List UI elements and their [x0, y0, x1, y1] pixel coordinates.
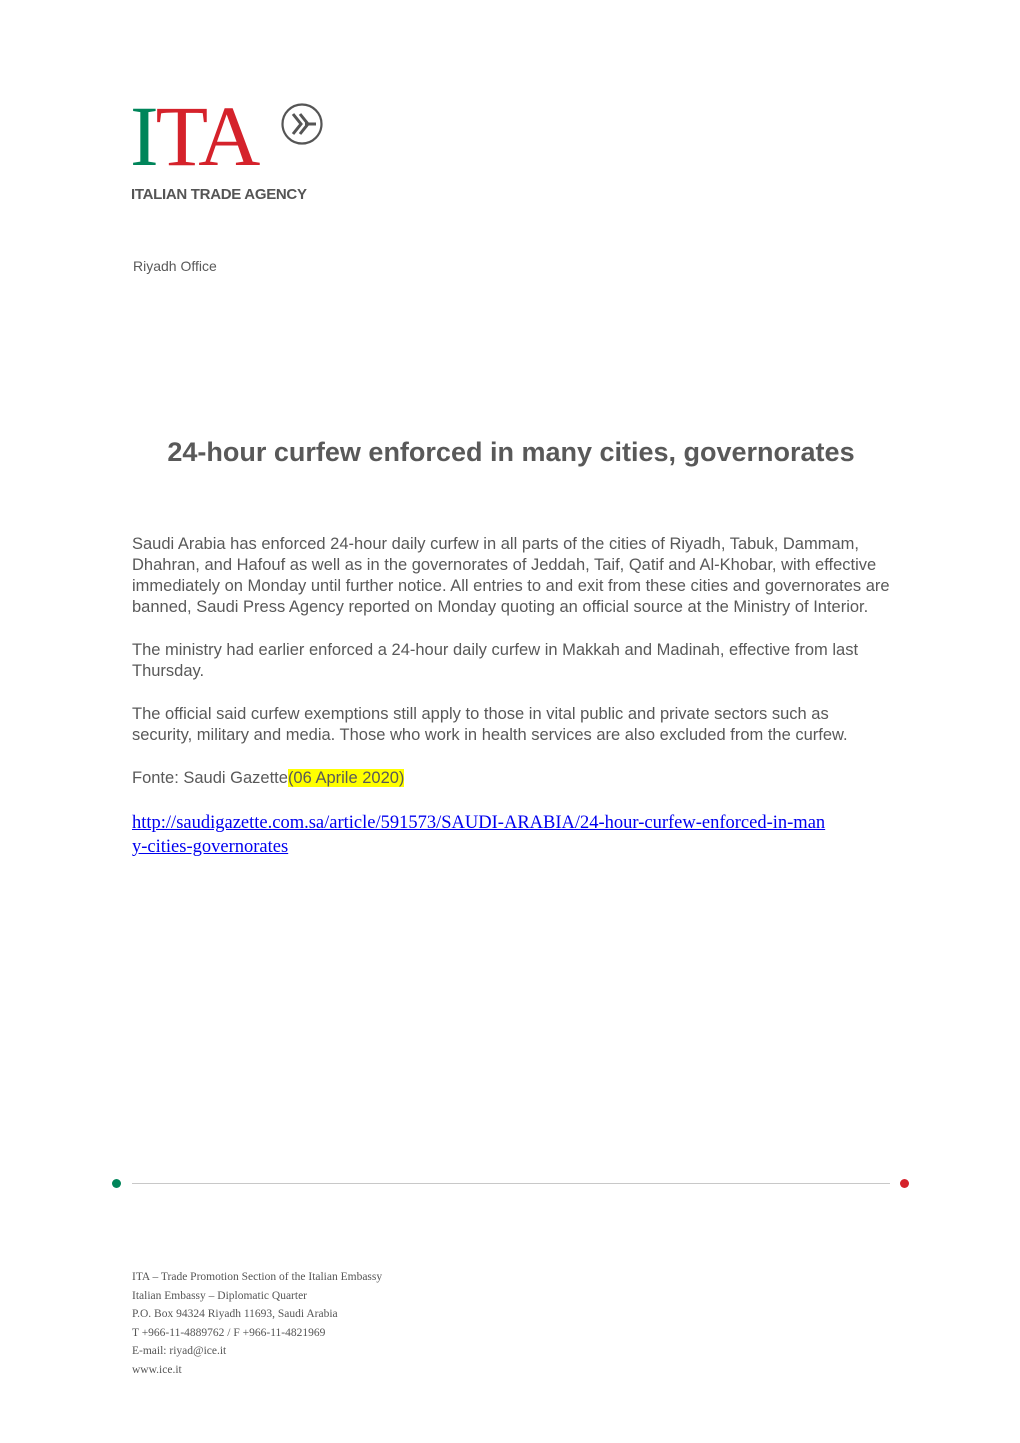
article-title: 24-hour curfew enforced in many cities, governorates [167, 437, 855, 467]
footer-line-website: www.ice.it [132, 1363, 182, 1376]
logo-letter-green: I [130, 88, 156, 184]
footer-line-embassy: Italian Embassy – Diplomatic Quarter [132, 1289, 308, 1302]
article-paragraph-3: The official said curfew exemptions still apply to those in vital public and private sectors such as security, military and media. Those who work in health services are also excluded from the curfew. [132, 705, 848, 744]
footer-divider [132, 1183, 890, 1184]
logo-letters [130, 88, 258, 184]
article-body [132, 534, 892, 859]
logo-letters-red: TA [155, 88, 258, 184]
footer-line-organization: ITA – Trade Promotion Section of the Italian Embassy [132, 1271, 383, 1283]
divider-dot-red [900, 1179, 909, 1188]
source-date: (06 Aprile 2020) [287, 769, 405, 787]
article-paragraph-1: Saudi Arabia has enforced 24-hour daily curfew in all parts of the cities of Riyadh, Tabuk, Dammam, Dhahran, and Hafouf as well as in the governorates of Jeddah, Taif, Qatif and Al-Khobar, with effective immediately on Monday until further notice. All entries to and exit from these cities and governorates are banned, Saudi Press Agency reported on Monday quoting an official source at the Ministry of Interior. [132, 535, 890, 616]
footer-contact [132, 1268, 382, 1379]
logo-subtitle: ITALIAN TRADE AGENCY [131, 186, 307, 203]
article-paragraph-2: The ministry had earlier enforced a 24-hour daily curfew in Makkah and Madinah, effective from last Thursday. [132, 641, 859, 680]
footer-line-phone: T +966-11-4889762 / F +966-11-4821969 [132, 1326, 326, 1339]
ita-logo [130, 88, 330, 205]
source-link[interactable]: http://saudigazette.com.sa/article/591573/SAUDI-ARABIA/24-hour-curfew-enforced-in-many-cities-governorates [132, 813, 826, 857]
source-label: Fonte: Saudi Gazette [132, 769, 288, 787]
divider-dot-green [112, 1179, 121, 1188]
footer-line-pobox: P.O. Box 94324 Riyadh 11693, Saudi Arabia [132, 1308, 338, 1320]
article-source [132, 768, 892, 789]
office-label: Riyadh Office [133, 258, 217, 274]
footer-line-email: E-mail: riyad@ice.it [132, 1345, 227, 1357]
ita-arrow-emblem-icon [280, 102, 324, 146]
